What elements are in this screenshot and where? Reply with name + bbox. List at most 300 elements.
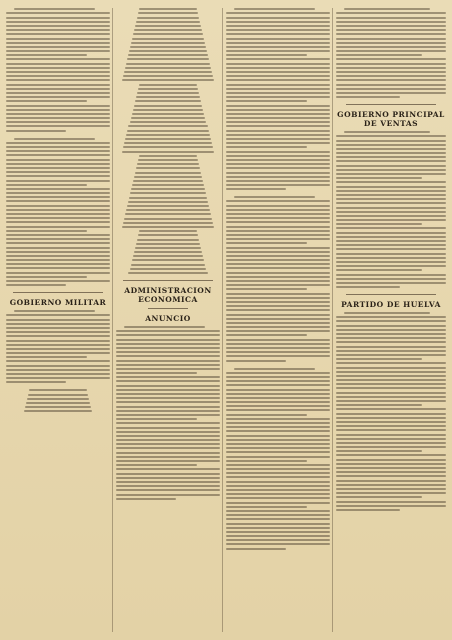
text-line xyxy=(226,247,330,249)
text-line xyxy=(226,510,330,512)
text-line xyxy=(226,280,330,282)
text-line xyxy=(6,29,110,31)
text-line xyxy=(226,347,330,349)
text-line xyxy=(336,379,446,381)
text-line xyxy=(6,360,110,362)
text-line xyxy=(336,463,446,465)
text-line xyxy=(116,447,220,449)
text-line xyxy=(6,230,87,232)
text-line xyxy=(226,305,330,307)
column-1 xyxy=(6,6,110,634)
text-line xyxy=(125,67,211,69)
text-line xyxy=(226,397,330,399)
text-line xyxy=(336,278,446,280)
text-line xyxy=(226,221,330,223)
text-line xyxy=(226,21,330,23)
text-line xyxy=(116,334,220,336)
text-line xyxy=(336,46,446,48)
text-line xyxy=(133,33,203,35)
text-line xyxy=(116,431,220,433)
text-line xyxy=(116,443,220,445)
text-line xyxy=(226,539,330,541)
text-line xyxy=(336,383,446,385)
text-line xyxy=(6,171,110,173)
text-line xyxy=(336,96,400,98)
text-line xyxy=(226,456,330,458)
text-line xyxy=(116,343,220,345)
text-line xyxy=(6,175,110,177)
text-line xyxy=(6,247,110,249)
text-line xyxy=(234,8,315,10)
text-line xyxy=(226,272,330,274)
text-line xyxy=(336,375,446,377)
text-line xyxy=(336,140,446,142)
divider xyxy=(13,292,103,293)
text-line xyxy=(336,354,446,356)
text-line xyxy=(226,230,330,232)
text-line xyxy=(226,142,330,144)
text-line xyxy=(6,12,110,14)
text-line xyxy=(116,355,220,357)
text-line xyxy=(226,485,330,487)
text-line xyxy=(6,167,110,169)
text-line xyxy=(128,125,207,127)
text-line xyxy=(226,297,330,299)
text-line xyxy=(226,33,330,35)
text-line xyxy=(226,380,330,382)
text-line xyxy=(226,318,330,320)
text-line xyxy=(336,54,422,56)
text-line xyxy=(226,439,330,441)
text-line xyxy=(336,12,446,14)
text-line xyxy=(226,88,330,90)
text-line xyxy=(336,480,446,482)
text-line xyxy=(336,186,446,188)
text-line xyxy=(226,38,330,40)
column-rule xyxy=(222,8,223,632)
text-line xyxy=(226,63,330,65)
text-line xyxy=(226,205,330,207)
text-line xyxy=(116,464,197,466)
text-line xyxy=(226,301,330,303)
text-line xyxy=(226,443,330,445)
column-4 xyxy=(336,6,446,634)
section-heading-partido: PARTIDO DE HUELVA xyxy=(341,300,441,310)
text-line xyxy=(116,372,197,374)
text-line xyxy=(138,159,197,161)
text-line xyxy=(336,152,446,154)
text-line xyxy=(6,54,87,56)
text-line xyxy=(336,358,422,360)
text-line xyxy=(6,88,110,90)
text-line xyxy=(336,21,446,23)
text-line xyxy=(336,58,446,60)
text-line xyxy=(226,489,330,491)
text-line xyxy=(124,218,212,220)
text-line xyxy=(116,439,220,441)
text-line xyxy=(6,369,110,371)
text-line xyxy=(128,54,208,56)
text-line xyxy=(6,352,110,354)
text-line xyxy=(6,314,110,316)
text-line xyxy=(336,450,422,452)
text-line xyxy=(336,505,446,507)
text-line xyxy=(138,88,198,90)
text-line xyxy=(6,33,110,35)
text-line xyxy=(122,226,215,228)
text-line xyxy=(226,535,330,537)
text-line xyxy=(126,63,210,65)
text-line xyxy=(226,405,330,407)
text-line xyxy=(6,121,110,123)
text-line xyxy=(336,156,446,158)
text-line xyxy=(125,138,210,140)
text-block xyxy=(6,138,110,287)
text-line xyxy=(226,238,330,240)
text-line xyxy=(336,286,400,288)
text-line xyxy=(6,46,110,48)
text-line xyxy=(226,506,307,508)
text-line xyxy=(226,422,330,424)
text-line xyxy=(127,58,209,60)
text-line xyxy=(336,148,446,150)
text-line xyxy=(6,71,110,73)
text-line xyxy=(116,468,220,470)
text-line xyxy=(6,117,110,119)
text-line xyxy=(6,79,110,81)
text-line xyxy=(226,17,330,19)
text-line xyxy=(139,230,197,232)
text-line xyxy=(226,54,307,56)
text-line xyxy=(336,244,446,246)
text-line xyxy=(14,8,95,10)
text-line xyxy=(336,190,446,192)
text-line xyxy=(133,180,203,182)
text-line xyxy=(336,211,446,213)
text-line xyxy=(133,109,204,111)
text-line xyxy=(116,330,220,332)
text-line xyxy=(6,196,110,198)
text-line xyxy=(116,360,220,362)
text-line xyxy=(6,251,110,253)
text-line xyxy=(226,288,307,290)
text-line xyxy=(226,276,330,278)
text-line xyxy=(336,144,446,146)
text-line xyxy=(226,548,286,550)
text-line xyxy=(336,219,446,221)
text-line xyxy=(226,518,330,520)
text-line xyxy=(129,50,207,52)
text-line xyxy=(6,209,110,211)
text-line xyxy=(124,71,212,73)
text-line xyxy=(6,217,110,219)
text-line xyxy=(226,121,330,123)
text-line xyxy=(336,329,446,331)
text-line xyxy=(135,100,202,102)
section-heading-administracion: ADMINISTRACION ECONOMICA xyxy=(124,286,212,304)
text-line xyxy=(234,196,315,198)
text-line xyxy=(226,251,330,253)
text-line xyxy=(336,274,446,276)
text-line xyxy=(116,410,220,412)
text-line xyxy=(226,430,330,432)
text-line xyxy=(116,456,220,458)
text-line xyxy=(336,421,446,423)
text-line xyxy=(226,523,330,525)
text-line xyxy=(336,269,422,271)
text-line xyxy=(226,188,286,190)
text-line xyxy=(226,284,330,286)
text-line xyxy=(226,343,330,345)
text-line xyxy=(139,155,196,157)
text-line xyxy=(336,484,446,486)
text-line xyxy=(336,325,446,327)
text-line xyxy=(134,105,203,107)
text-line xyxy=(127,205,209,207)
divider xyxy=(123,280,213,281)
text-line xyxy=(123,222,213,224)
text-block xyxy=(336,312,446,511)
text-line xyxy=(226,151,330,153)
text-line xyxy=(6,100,87,102)
text-line xyxy=(6,234,110,236)
text-line xyxy=(336,63,446,65)
text-line xyxy=(128,201,208,203)
text-line xyxy=(226,242,307,244)
text-line xyxy=(336,446,446,448)
text-line xyxy=(116,397,220,399)
text-line xyxy=(336,429,446,431)
text-line xyxy=(226,376,330,378)
text-line xyxy=(226,267,330,269)
text-line xyxy=(116,401,220,403)
text-line xyxy=(6,340,110,342)
text-line xyxy=(136,96,200,98)
text-line xyxy=(336,425,446,427)
text-line xyxy=(226,543,330,545)
text-block xyxy=(116,326,220,500)
text-line xyxy=(226,172,330,174)
column-3 xyxy=(226,6,330,634)
text-line xyxy=(6,284,66,286)
text-line xyxy=(138,12,197,14)
text-line xyxy=(131,42,205,44)
text-line xyxy=(132,38,204,40)
text-line xyxy=(336,236,446,238)
text-line xyxy=(336,346,446,348)
text-line xyxy=(136,167,199,169)
text-line xyxy=(226,502,330,504)
text-line xyxy=(116,406,220,408)
text-line xyxy=(6,113,110,115)
name-list xyxy=(116,8,220,274)
text-line xyxy=(226,263,330,265)
text-line xyxy=(135,25,201,27)
text-line xyxy=(6,159,110,161)
text-line xyxy=(336,33,446,35)
text-line xyxy=(6,272,110,274)
text-line xyxy=(122,79,215,81)
text-line xyxy=(336,396,446,398)
text-line xyxy=(226,176,330,178)
text-line xyxy=(123,146,212,148)
text-line xyxy=(136,243,200,245)
text-line xyxy=(336,84,446,86)
text-line xyxy=(116,368,220,370)
text-line xyxy=(226,447,330,449)
text-line xyxy=(131,188,205,190)
text-line xyxy=(6,188,110,190)
text-line xyxy=(336,459,446,461)
text-block xyxy=(336,8,446,98)
text-line xyxy=(116,435,220,437)
text-line xyxy=(336,79,446,81)
text-line xyxy=(226,50,330,52)
text-block xyxy=(6,310,110,383)
text-line xyxy=(6,365,110,367)
signature-block xyxy=(6,389,110,412)
text-line xyxy=(6,323,110,325)
text-line xyxy=(116,481,220,483)
text-line xyxy=(137,239,199,241)
text-line xyxy=(116,422,220,424)
text-line xyxy=(116,427,220,429)
text-line xyxy=(6,150,110,152)
column-rule xyxy=(332,8,333,632)
text-line xyxy=(226,125,330,127)
divider xyxy=(148,308,188,309)
text-line xyxy=(6,75,110,77)
text-line xyxy=(336,177,422,179)
text-line xyxy=(127,130,208,132)
text-line xyxy=(116,364,220,366)
text-line xyxy=(226,464,330,466)
text-line xyxy=(336,392,446,394)
text-line xyxy=(226,117,330,119)
text-line xyxy=(336,227,446,229)
text-line xyxy=(6,226,110,228)
text-line xyxy=(130,46,206,48)
text-line xyxy=(226,167,330,169)
text-line xyxy=(336,38,446,40)
text-line xyxy=(28,394,87,396)
text-line xyxy=(336,509,400,511)
text-line xyxy=(226,25,330,27)
text-line xyxy=(116,489,220,491)
text-line xyxy=(137,17,198,19)
text-line xyxy=(126,134,209,136)
text-line xyxy=(226,100,307,102)
text-line xyxy=(6,21,110,23)
text-line xyxy=(6,344,110,346)
text-line xyxy=(6,263,110,265)
text-line xyxy=(134,251,203,253)
text-line xyxy=(226,351,330,353)
text-line xyxy=(6,184,87,186)
text-line xyxy=(226,105,330,107)
text-line xyxy=(336,29,446,31)
divider xyxy=(346,104,436,105)
text-line xyxy=(116,473,220,475)
text-line xyxy=(132,184,204,186)
section-heading-anuncio: ANUNCIO xyxy=(145,314,191,323)
text-line xyxy=(336,215,446,217)
text-line xyxy=(226,322,330,324)
text-line xyxy=(6,213,110,215)
text-line xyxy=(138,234,198,236)
text-line xyxy=(226,12,330,14)
text-line xyxy=(116,376,220,378)
text-line xyxy=(226,255,330,257)
text-line xyxy=(6,335,110,337)
text-line xyxy=(6,276,87,278)
text-line xyxy=(336,194,446,196)
text-line xyxy=(6,259,110,261)
text-line xyxy=(226,334,307,336)
text-line xyxy=(226,309,330,311)
text-line xyxy=(131,264,206,266)
text-line xyxy=(226,67,330,69)
text-line xyxy=(132,259,205,261)
text-line xyxy=(116,339,220,341)
text-line xyxy=(116,385,220,387)
text-line xyxy=(226,234,330,236)
text-line xyxy=(6,67,110,69)
text-line xyxy=(336,75,446,77)
text-line xyxy=(116,485,220,487)
text-line xyxy=(6,17,110,19)
text-line xyxy=(6,50,110,52)
text-line xyxy=(6,96,110,98)
text-line xyxy=(226,426,330,428)
text-line xyxy=(226,481,330,483)
text-line xyxy=(336,387,446,389)
text-line xyxy=(129,197,207,199)
text-line xyxy=(136,21,199,23)
text-line xyxy=(116,380,220,382)
text-line xyxy=(226,372,330,374)
text-line xyxy=(116,452,220,454)
text-line xyxy=(6,125,110,127)
text-line xyxy=(14,138,95,140)
text-line xyxy=(336,316,446,318)
text-line xyxy=(226,75,330,77)
text-line xyxy=(226,497,330,499)
text-block xyxy=(6,8,110,131)
text-line xyxy=(6,38,110,40)
text-line xyxy=(336,25,446,27)
text-line xyxy=(6,109,110,111)
text-line xyxy=(226,330,330,332)
text-line xyxy=(29,389,86,391)
text-line xyxy=(6,42,110,44)
text-line xyxy=(336,467,446,469)
text-line xyxy=(336,408,446,410)
text-line xyxy=(6,105,110,107)
text-line xyxy=(226,460,307,462)
text-line xyxy=(336,253,446,255)
text-line xyxy=(6,142,110,144)
text-line xyxy=(226,339,330,341)
text-line xyxy=(6,327,110,329)
text-line xyxy=(25,406,91,408)
text-block xyxy=(336,131,446,288)
text-line xyxy=(226,113,330,115)
text-line xyxy=(116,393,220,395)
text-line xyxy=(336,67,446,69)
text-line xyxy=(226,531,330,533)
text-line xyxy=(226,468,330,470)
